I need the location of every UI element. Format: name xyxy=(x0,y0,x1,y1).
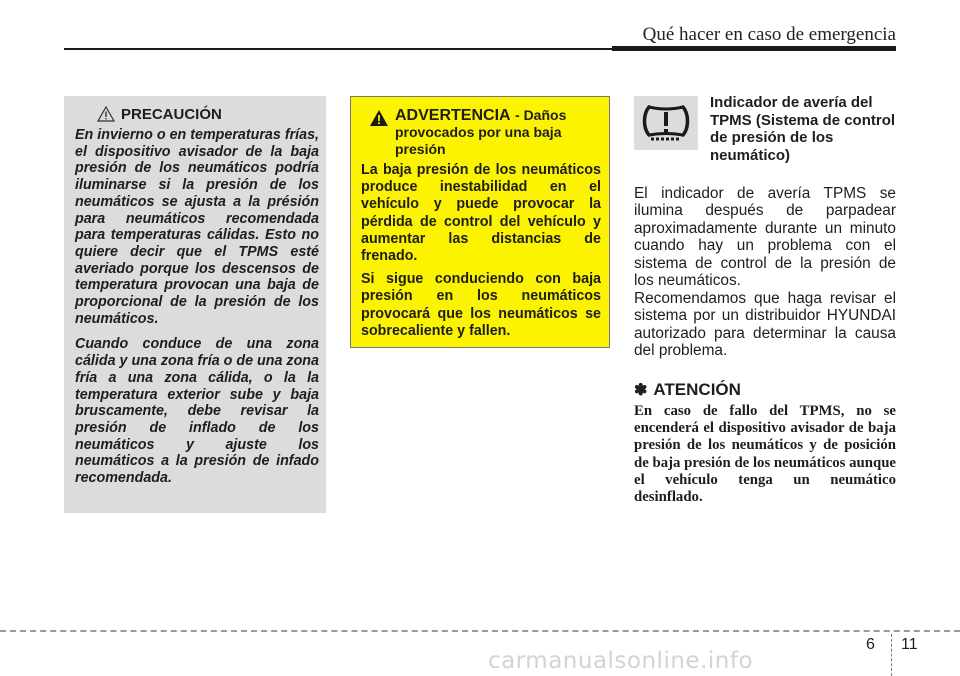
tpms-icon-box xyxy=(634,96,698,150)
caution-paragraph: En invierno o en temperaturas frías, el dispositivo avisador de la baja presión de los neumáticos podría iluminarse si la presión de los neumáticos se ajusta a la présión para neumáticos recomendada para temperaturas cálidas. Esto no quiere decir que el TPMS esté averiado porque los descensos de temperatura provocan una baja de proporcional de la presión de los neumáticos. xyxy=(75,127,319,327)
indicator-paragraph: El indicador de avería TPMS se ilumina después de parpadear aproximadamente durante un minuto cuando hay un problema con el sistema de control de la presión de los neumáticos. xyxy=(634,185,896,290)
attention-title: ATENCIÓN xyxy=(653,380,741,399)
caution-box xyxy=(64,96,326,513)
indicator-title: Indicador de avería del TPMS (Sistema de control de presión de los neumático) xyxy=(710,94,896,164)
warning-title: ADVERTENCIA xyxy=(395,107,511,124)
warning-subtitle: - Daños provocados por una baja presión xyxy=(395,107,567,157)
attention-text: En caso de fallo del TPMS, no se encenderá el dispositivo avisador de baja presión de los neumáticos y de posición de baja presión de los neumáticos aunque el vehículo tenga un neumático desinflado. xyxy=(634,403,897,506)
attention-star-icon: ✽ xyxy=(634,382,648,399)
page-header-title: Qué hacer en caso de emergencia xyxy=(642,24,896,45)
tpms-malfunction-icon xyxy=(640,102,692,144)
caution-paragraph: Cuando conduce de una zona cálida y una zona fría o de una zona fría a una zona cálida, o la la temperatura exterior sube y baja bruscamente, debe revisar la presión de inflado de los neumáticos y ajuste los neumáticos a la presión de infado recomendada. xyxy=(75,336,319,487)
indicator-paragraph: Recomendamos que haga revisar el sistema por un distribuidor HYUNDAI autorizado para determinar la causa del problema. xyxy=(634,290,896,360)
footer-rule xyxy=(0,630,960,632)
page-number: 11 xyxy=(901,636,918,653)
warning-heading xyxy=(369,107,601,158)
page-number-divider xyxy=(891,634,892,676)
caution-title: PRECAUCIÓN xyxy=(121,105,222,123)
watermark: carmanualsonline.info xyxy=(488,648,754,674)
warning-box xyxy=(350,96,610,348)
header-rule-accent xyxy=(612,46,896,51)
page-chapter-number: 6 xyxy=(866,636,875,653)
warning-paragraph: Si sigue conduciendo con baja presión en los neumáticos provocará que los neumáticos se sobrecaliente y fallen. xyxy=(361,271,601,339)
warning-triangle-outline-icon xyxy=(97,106,115,122)
attention-heading xyxy=(634,380,741,400)
warning-paragraph: La baja presión de los neumáticos produce inestabilidad en el vehículo y puede provocar la pérdida de control del vehículo y aumentar las distancias de frenado. xyxy=(361,162,601,265)
caution-heading xyxy=(97,104,319,124)
warning-triangle-filled-icon xyxy=(369,109,389,127)
